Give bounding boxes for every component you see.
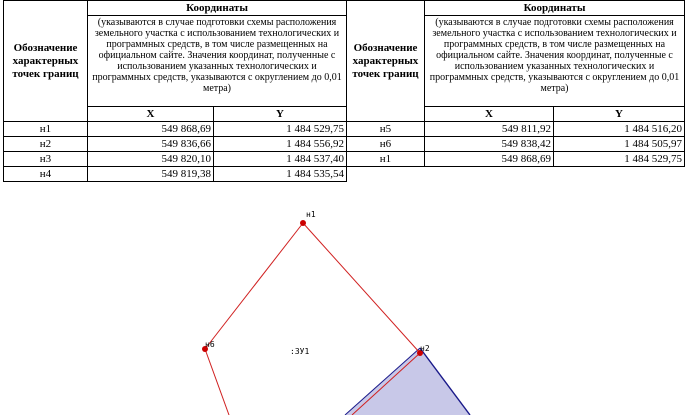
coordinates-table-left [3,0,347,182]
table-row [4,167,347,182]
x-value: 549 811,92 [425,122,554,137]
point-id: н6 [347,137,425,152]
y-header: Y [214,107,347,122]
parcel-label: :ЗУ1 [290,347,310,356]
boundary-n6-south [205,349,229,415]
point-id: н1 [4,122,88,137]
point-id: н3 [4,152,88,167]
point-n2-label: н2 [420,344,430,353]
coordinates-title: Координаты [425,1,685,16]
point-id: н2 [4,137,88,152]
x-value: 549 819,38 [88,167,214,182]
table-row [347,122,685,137]
table-row [347,137,685,152]
y-value: 1 484 529,75 [554,152,685,167]
coordinates-table-right [346,0,685,167]
designation-header: Обозначение характерных точек границ [347,1,425,122]
y-value: 1 484 516,20 [554,122,685,137]
coordinates-note: (указываются в случае подготовки схемы расположения земельного участка с использованием технологических и программных средств, в том числе размещенных на официальном сайте. Значения координат, полученные с использованием указанных технологических и программных средств, указываются с округлением до 0,01 метра) [425,16,685,107]
table-row [4,122,347,137]
table-row [4,137,347,152]
y-value: 1 484 537,40 [214,152,347,167]
table-row [347,152,685,167]
point-n1-marker [300,220,306,226]
x-value: 549 820,10 [88,152,214,167]
table-row [4,152,347,167]
y-header: Y [554,107,685,122]
x-value: 549 868,69 [88,122,214,137]
point-id: н4 [4,167,88,182]
coordinates-title: Координаты [88,1,347,16]
parcel-plan [0,186,685,415]
y-value: 1 484 535,54 [214,167,347,182]
point-n6-label: н6 [205,340,215,349]
y-value: 1 484 505,97 [554,137,685,152]
point-id: н1 [347,152,425,167]
y-value: 1 484 529,75 [214,122,347,137]
designation-header: Обозначение характерных точек границ [4,1,88,122]
boundary-n1-n2 [303,223,420,353]
point-id: н5 [347,122,425,137]
x-value: 549 838,42 [425,137,554,152]
x-header: X [425,107,554,122]
point-n1-label: н1 [306,210,316,219]
x-value: 549 836,66 [88,137,214,152]
x-header: X [88,107,214,122]
boundary-n1-n6 [205,223,303,349]
x-value: 549 868,69 [425,152,554,167]
y-value: 1 484 556,92 [214,137,347,152]
coordinates-note: (указываются в случае подготовки схемы расположения земельного участка с использованием технологических и программных средств, в том числе размещенных на официальном сайте. Значения координат, полученные с использованием указанных технологических и программных средств, указываются с округлением до 0,01 метра) [88,16,347,107]
